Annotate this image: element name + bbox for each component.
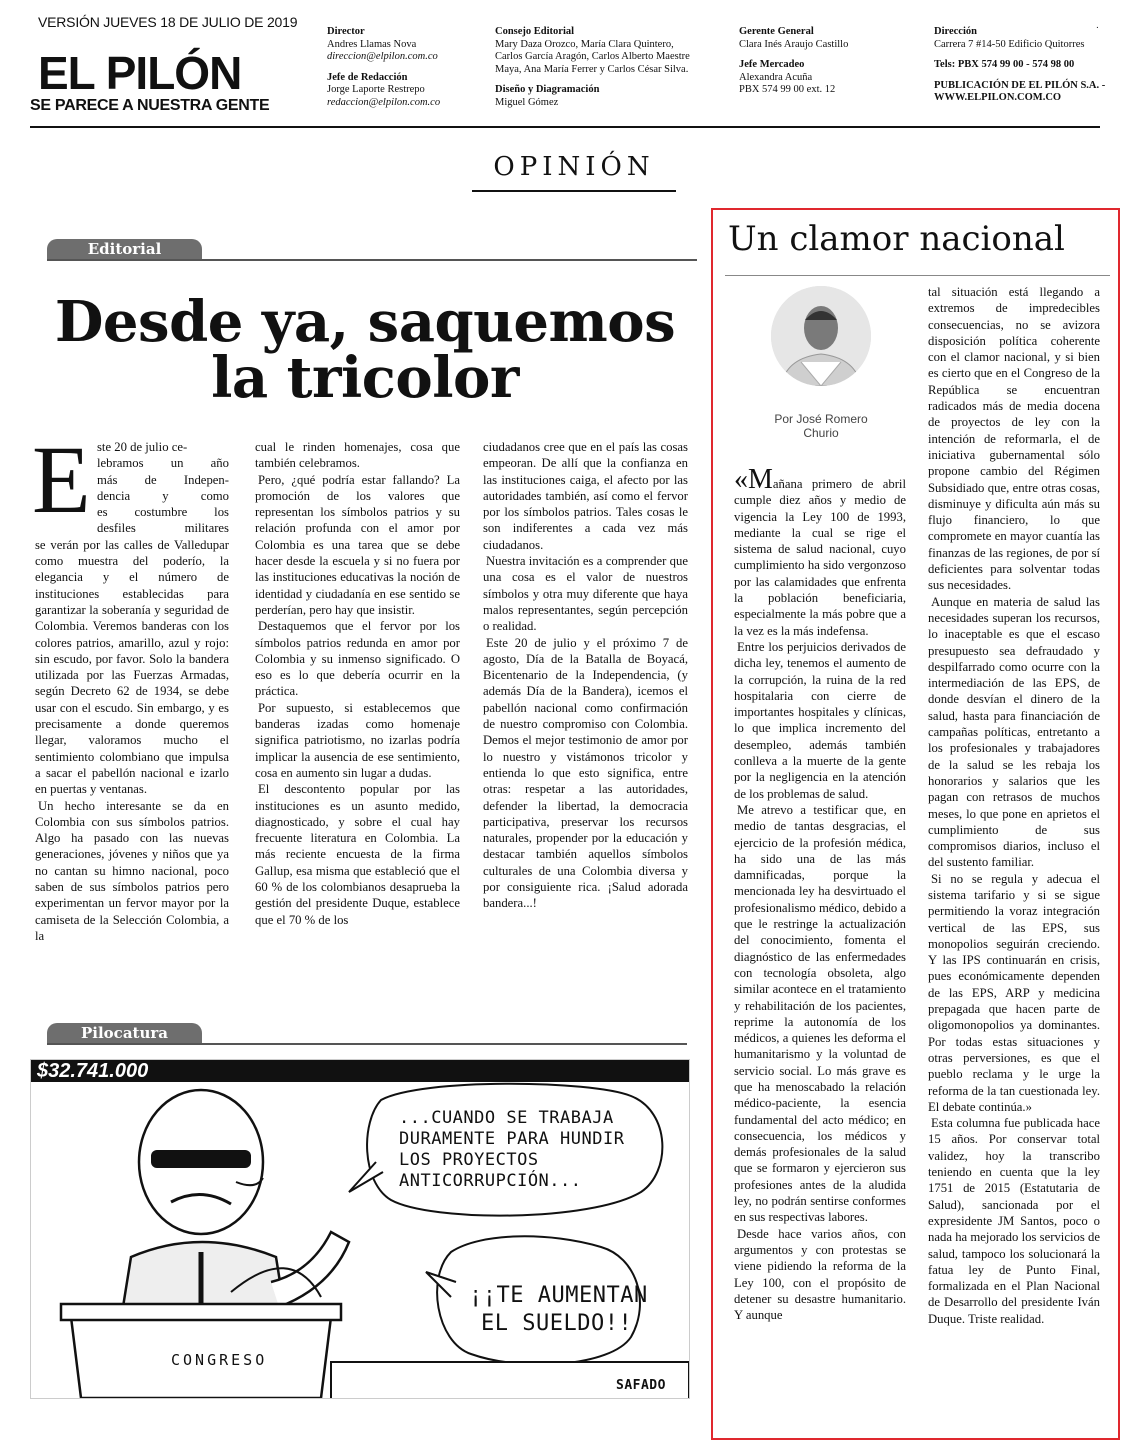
bubble-line: EL SUELDO!! [481,1311,633,1336]
paragraph: Me atrevo a testificar que, en medio de tantas desgracias, el ejercicio de la profesión médica, ha sido una de las más damnificadas, porque la mencionada ley ha desvirtuado el profesionalismo médico, debido a que le restringe la actualización del conocimiento, fomenta el diagnóstico de las enfermedades con tecnología obsoleta, algo similar acontece en el tratamiento y rehabilitación de los pacientes, reprime la autonomía de los médicos, a quienes les deforma el humanitarismo y la voluntad de servicio social. Lo más grave es que ha menoscabado la relación médico-paciente, la esencia fundamental del acto médico; en consecuencia, los médicos y demás profesionales de la salud que se formaron y ejercieron sus profesiones antes de la aludida ley, no podrán sentirse conformes en sus respectivas labores. [734,802,906,1225]
paragraph: Nuestra invitación es a comprender que una cosa es el valor de nuestros símbolos y otra muy diferente que haya malos representantes, según percepción o realidad. [483,554,688,634]
bubble-line: ...CUANDO SE TRABAJA [399,1108,614,1128]
editorial-headline [40,289,690,411]
staff-consejo [495,26,725,109]
staff-address: Carrera 7 #14-50 Edificio Quitorres [934,38,1085,50]
paragraph: Pero, ¿qué podría estar fallando? La promoción de los valores que representan los símbolos patrios y su relación profunda con el amor por Colombia es una tarea que se debe hacer desde la escuela y si no fuera por las instituciones educativas la noción de identidad y ciudadanía en ese sentido se perderían, pero hay que insistir. [255,472,460,617]
staff-name: Alexandra Acuña [739,71,813,83]
paragraph: Entre los perjuicios derivados de dicha ley, tenemos el aumento de la corrupción, la ruina de la red hospitalaria con cierre de importantes hospitales y clínicas, lo que implica incremento del desempleo, además también conlleva a la muerte de la gente por la negligencia en la atención de los problemas de salud. [734,639,906,801]
staff-email[interactable]: direccion@elpilon.com.co [327,51,438,62]
intro-line: más de Indepen- [97,472,229,487]
staff-gerencia [739,26,919,97]
author-portrait-icon [771,286,871,386]
publisher-website[interactable]: WWW.ELPILON.COM.CO [934,92,1062,103]
headline-line: Desde ya, saquemos [54,289,676,355]
intro-line: dencia y como [97,488,229,503]
opinion-column-2 [928,284,1100,1327]
staff-email[interactable]: redaccion@elpilon.com.co [327,96,441,108]
byline-line: Churio [803,426,839,440]
staff-name: Mary Daza Orozco, María Clara Quintero, [495,38,674,50]
paragraph [734,464,906,639]
staff-label: Jefe Mercadeo [739,59,805,70]
section-title: OPINIÓN [493,152,655,182]
headline-line: la tricolor [211,345,519,411]
paragraph: Este 20 de julio y el próximo 7 de agosto, Día de la Batalla de Boyacá, Bicentenario de la Independencia, (y además Día de la Bandera), icemos el pabellón nacional como confirmación de nuestro compromiso con Colombia. Demos el mejor testimonio de amor por lo nuestro y vistámonos tricolor y entienda lo que esto significa, entre otras: respetar a las autoridades, defender la libertad, la democracia participativa, preservar los recursos naturales, propender por la educación y destacar también aquellos símbolos culturales de una Colombia diversa y por consiguiente rica. ¡Salud adorada bandera...! [483,635,688,911]
publisher-name: PUBLICACIÓN DE EL PILÓN S.A. - [934,79,1106,91]
paragraph: tal situación está llegando a extremos de impredecibles consecuencias, no se avizora disposición política coherente con el clamor nacional, y si bien es cierto que en el Congreso de la República se encuentran radicados más de media docena de proyectos de ley con la intención de reformarla, el de iniciativa gubernamental sólo propone cambio del Régimen Subsidiado que, entre otras cosas, disminuye y dificulta aún más su flujo financiero, lo que compromete en mayor cuantía las finanzas de las regiones, de por sí deficientes para solventar todas sus necesidades. [928,285,1100,593]
paragraph: Aunque en materia de salud las necesidades superan los recursos, lo inaceptable es que el escaso presupuesto sea defraudado y despilfarrado como ocurre con la intermediación de las EPS, de donde desvían el dinero de la salud, hasta para financiación de campañas políticas, entretanto a los profesionales y trabajadores de la salud se les rebaja los honorarios y salarios que les pagan con retrasos de muchos meses, lo que pone en aprietos el cumplimiento de sus compromisos diarios, incluso el del sustento familiar. [928,594,1100,870]
speech-bubble-2 [469,1282,648,1338]
opinion-title-divider [725,275,1110,276]
bubble-line: DURAMENTE PARA HUNDIR [399,1129,625,1149]
paragraph: Destaquemos que el fervor por los símbolos patrios redunda en amor por Colombia y su inmenso significado. O eso es lo que debería ocurrir en la práctica. [255,619,460,699]
newspaper-tagline: SE PARECE A NUESTRA GENTE [30,97,270,114]
byline-line: Por José Romero [774,412,868,426]
editorial-column-2 [255,439,460,928]
bubble-line: LOS PROYECTOS [399,1150,539,1170]
pilocatura-divider [47,1043,687,1045]
staff-direccion [934,26,1114,105]
paragraph: Por supuesto, si establecemos que banderas izadas como homenaje significa patriotismo, no izarlas podría implicar la ausencia de ese sentimiento, cosa en aumento sin lugar a dudas. [255,700,460,780]
intro-line: es costumbre los [97,505,229,520]
editorial-tab: Editorial [47,239,202,259]
paragraph: El descontento popular por las instituciones es un asunto medido, diagnosticado, y sobre el cual hay frecuente literatura en Colombia. La más reciente encuesta de la firma Gallup, esa misma que estableció que el 60 % de los colombianos desaprueba la gestión del presidente Duque, establece que el 70 % de los [255,782,460,927]
author-byline [760,412,882,440]
staff-name: Miguel Gómez [495,96,559,108]
opening-quote: « [734,464,748,495]
staff-label: Director [327,26,365,37]
staff-name: Carlos García Aragón, Carlos Alberto Maestre [495,51,690,62]
section-underline [472,190,676,192]
paragraph: Si no se regula y adecua el sistema tarifario y si se sigue permitiendo la voraz integración vertical de las EPS, sus monopolios seguirán creciendo. Y las IPS continuarán en crisis, pues económicamente dependen de las EPS, ARP y medicina prepagada que hacen parte de oligomonopolios ya dominantes. Por todas estas situaciones y otras perversiones, es que el pueblo reclama y le urge la reforma de la tan cuestionada ley. El debate continúa.» [928,871,1100,1114]
staff-name: Clara Inés Araujo Castillo [739,38,849,50]
bubble-line: ANTICORRUPCIÓN... [399,1171,582,1191]
masthead-divider [30,126,1100,128]
paragraph-text: añana primero de abril cumple diez años y medio de vigencia la Ley 100 de 1993, mediante la cual se rige el sistema de salud nacional, cuyo cumplimiento ha sido vergonzoso por las calamidades que enfrenta la población beneficiaria, especialmente la más pobre que a la vez es la más indefensa. [734,477,906,638]
initial-cap: M [748,464,773,495]
staff-director [327,26,487,109]
paragraph: ciudadanos cree que en el país las cosas empeoran. De allí que la confianza en las instituciones caiga, el afecto por las autoridades también, así como el fervor por los símbolos patrios. Tales cosas le son indiferentes a cada vez más ciudadanos. [483,440,688,552]
staff-label: Diseño y Diagramación [495,84,600,95]
newspaper-logo[interactable]: EL PILÓN [38,47,242,99]
cartoon-price-banner: $32.741.000 [31,1060,689,1082]
pilocatura-tab: Pilocatura [47,1023,202,1043]
staff-label: Consejo Editorial [495,26,575,37]
corner-mark: . [1096,20,1099,31]
intro-line: lebramos un año [97,456,229,471]
staff-name: Jorge Laporte Restrepo [327,84,425,95]
speech-bubble-1 [399,1108,624,1192]
paragraph: Desde hace varios años, con argumentos y con protestas se viene pidiendo la reforma de la Ley 100, con el propósito de detener su desastre humanitario. Y aunque [734,1226,906,1323]
author-photo [771,286,871,386]
staff-label: Dirección [934,26,977,37]
bubble-line: ¡¡TE AUMENTAN [469,1283,648,1308]
drop-cap: E [32,426,91,533]
opinion-column-1 [734,464,906,1323]
opinion-title: Un clamor nacional [728,219,1065,259]
podium-label: CONGRESO [171,1351,268,1369]
cartoon-panel [30,1059,690,1399]
staff-label: Gerente General [739,26,814,37]
paragraph: se verán por las calles de Valledupar como muestra del poderío, la elegancia y el número de instituciones establecidas para garantizar la soberanía y seguridad de Colombia. Veremos banderas con los colores patrios, amarillo, azul y rojo: sin escudo, por favor. Solo la bandera utilizada por las Fuerzas Armadas, según Decreto 62 de 1934, se debe usar con el escudo. Sin embargo, y es precisamente a donde queremos llegar, valoramos mucho el sentimiento colombiano que impulsa a sacar el pabellón nacional e izarlo en puertas y ventanas. [35,537,229,797]
paragraph: Un hecho interesante se da en Colombia con sus símbolos patrios. Algo ha pasado con las nuevas generaciones, jóvenes y niños que ya no cantan su himno nacional, poco saben de sus símbolos patrios pero experimentan un fervor mayor por la camiseta de la Selección Colombia, a la [35,798,229,943]
intro-line: desfiles militares [97,521,229,536]
staff-name: Andres Llamas Nova [327,38,417,50]
staff-phone: PBX 574 99 00 ext. 12 [739,84,836,95]
editorial-divider [47,259,697,261]
staff-name: Maya, Ana María Ferrer y Carlos César Silva. [495,63,689,75]
staff-label: Jefe de Redacción [327,71,408,83]
cartoonist-signature: SAFADO [616,1378,666,1393]
edition-date: VERSIÓN JUEVES 18 DE JULIO DE 2019 [38,14,298,30]
editorial-column-3 [483,439,688,912]
editorial-column-1 [35,439,229,944]
staff-phones: Tels: PBX 574 99 00 - 574 98 00 [934,59,1075,70]
paragraph: Esta columna fue publicada hace 15 años. Por conservar total validez, hoy la transcribo teniendo en cuenta que la ley 1751 de 2015 (Estatutaria de Salud), sancionada por el expresidente JM Santos, poco o nada ha mejorado los servicios de salud, tampoco los solucionará la fatua ley de Punto Final, formalizada en el Plan Nacional de Desarrollo del presidente Iván Duque. Triste realidad. [928,1116,1100,1326]
paragraph: cual le rinden homenajes, cosa que también celebramos. [255,440,460,471]
intro-line: ste 20 de julio ce- [97,440,188,454]
